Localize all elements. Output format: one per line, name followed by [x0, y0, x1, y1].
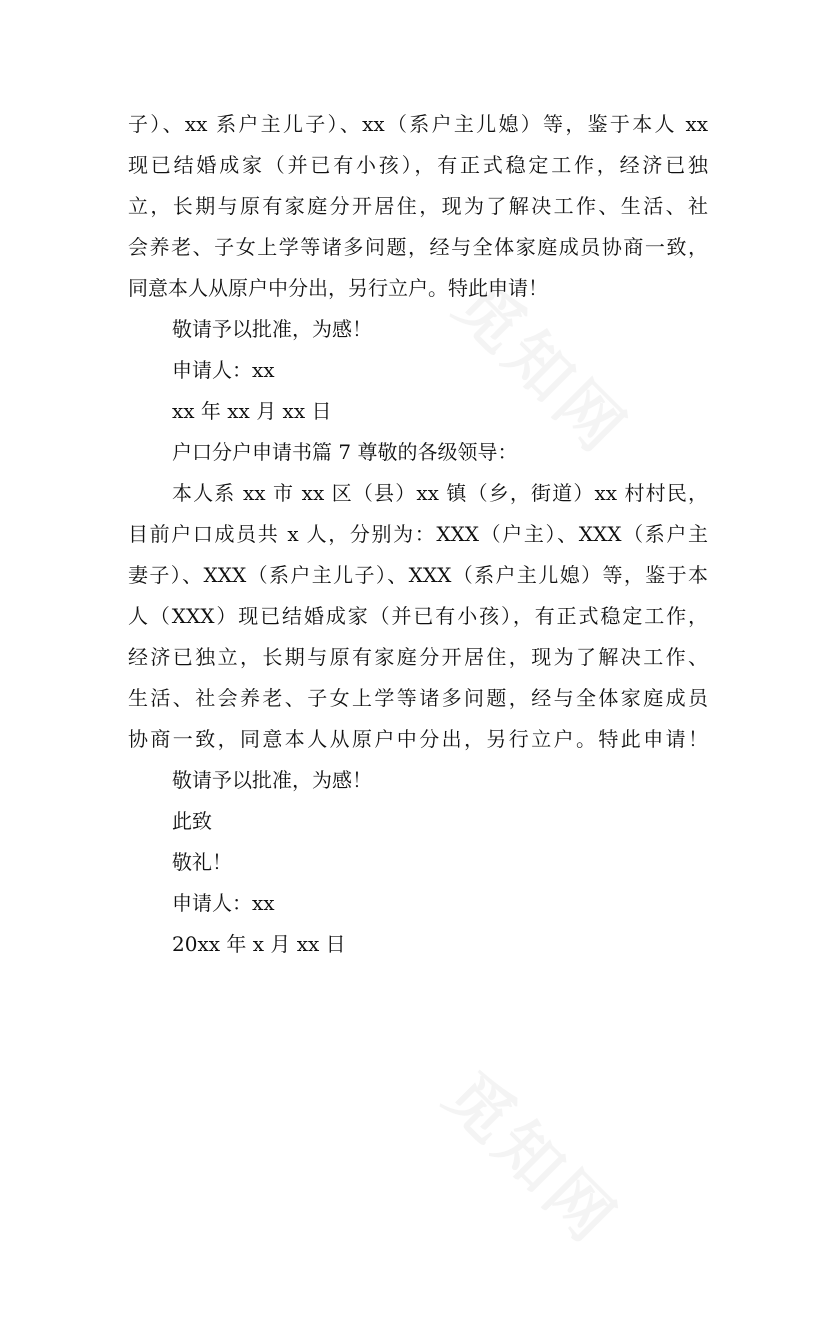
- paragraph-line: 子）、xx 系户主儿子）、xx（系户主儿媳）等，鉴于本人 xx: [128, 112, 708, 136]
- paragraph-line: 会养老、子女上学等诸多问题，经与全体家庭成员协商一致，: [128, 235, 708, 259]
- salutation-line: 此致: [172, 809, 212, 833]
- paragraph-line: 妻子）、XXX（系户主儿子）、XXX（系户主儿媳）等，鉴于本: [128, 563, 708, 587]
- paragraph-line: 本人系 xx 市 xx 区（县）xx 镇（乡，街道）xx 村村民，: [172, 481, 708, 505]
- paragraph-line: 现已结婚成家（并已有小孩），有正式稳定工作，经济已独: [128, 153, 708, 177]
- watermark-bottom: 觅知网: [430, 1058, 632, 1260]
- paragraph-line: 同意本人从原户中分出，另行立户。特此申请！: [128, 276, 548, 300]
- paragraph-line: 协商一致，同意本人从原户中分出，另行立户。特此申请！: [128, 727, 708, 751]
- paragraph-line: 生活、社会养老、子女上学等诸多问题，经与全体家庭成员: [128, 686, 708, 710]
- closing-line: 敬请予以批准，为感！: [172, 768, 372, 792]
- closing-line: 敬请予以批准，为感！: [172, 317, 372, 341]
- date-line: 20xx 年 x 月 xx 日: [172, 932, 346, 956]
- paragraph-line: 目前户口成员共 x 人，分别为：XXX（户主）、XXX（系户主: [128, 522, 708, 546]
- section-heading: 户口分户申请书篇 7 尊敬的各级领导：: [172, 440, 518, 464]
- salutation-line: 敬礼！: [172, 850, 232, 874]
- paragraph-line: 人（XXX）现已结婚成家（并已有小孩），有正式稳定工作，: [128, 604, 708, 628]
- date-line: xx 年 xx 月 xx 日: [172, 399, 332, 423]
- paragraph-line: 经济已独立，长期与原有家庭分开居住，现为了解决工作、: [128, 645, 708, 669]
- applicant-line: 申请人：xx: [172, 891, 275, 915]
- applicant-line: 申请人：xx: [172, 358, 275, 382]
- paragraph-line: 立，长期与原有家庭分开居住，现为了解决工作、生活、社: [128, 194, 708, 218]
- watermark: 觅知网: [440, 268, 642, 470]
